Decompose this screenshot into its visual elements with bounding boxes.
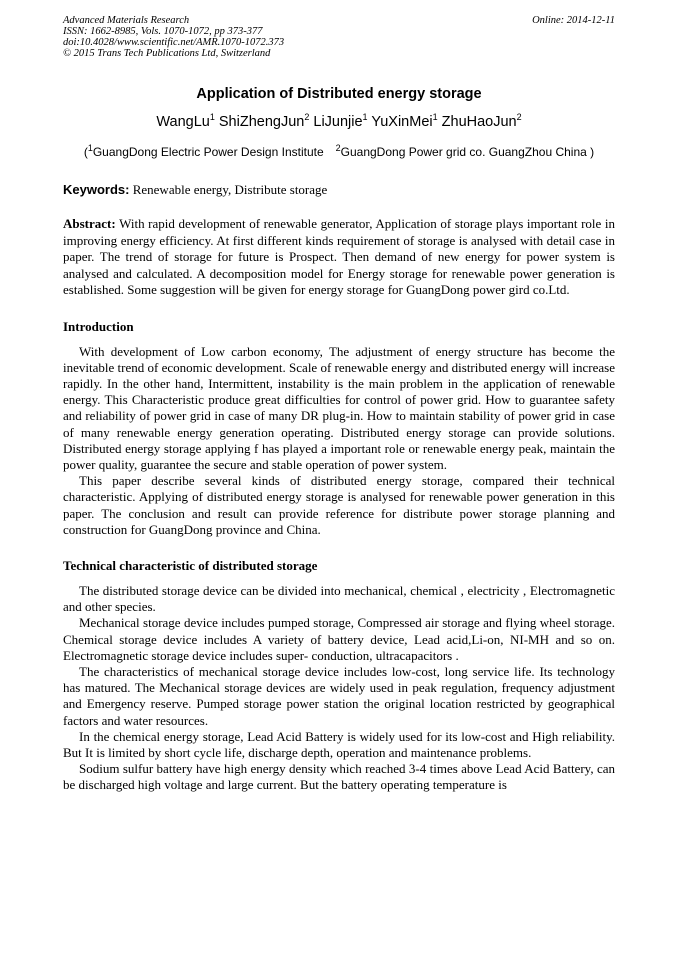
author-affiliation-mark: 1 bbox=[209, 112, 215, 123]
abstract bbox=[63, 216, 615, 299]
publication-header bbox=[63, 15, 615, 61]
keywords bbox=[63, 182, 615, 198]
author-list bbox=[63, 113, 615, 131]
paper-page bbox=[63, 15, 615, 794]
section-heading-introduction: Introduction bbox=[63, 318, 134, 334]
author-affiliation-mark: 1 bbox=[362, 112, 368, 123]
intro-paragraph: With development of Low carbon economy, The adjustment of energy structure has become the inevitable trend of economic development. Scale of renewable energy and distributed energy will increase rapidly. In the other hand, Intermittent, instability is the main problem in the application of renewable energy. This Characteristic produce great difficulties for control of power grid. How to guarantee safety and reliability of power grid in case of many DR plug-in. How to maintain stability of power grid in case of many renewable energy generation operating. Distributed energy storage can provide solutions. Distributed energy storage applying f has played a important role or renewable energy peak, maintain the power quality, guarantee the secure and stable operation of power system. bbox=[63, 343, 615, 472]
tech-paragraph: In the chemical energy storage, Lead Acid Battery is widely used for its low-cost and High reliability. But It is limited by short cycle life, discharge depth, operation and maintenance problems. bbox=[63, 728, 615, 760]
author-name: ZhuHaoJun bbox=[441, 114, 517, 130]
abstract-label: Abstract: bbox=[63, 216, 116, 231]
journal-name: Advanced Materials Research bbox=[63, 15, 190, 26]
keywords-text: Renewable energy, Distribute storage bbox=[132, 182, 328, 197]
author-name: LiJunjie bbox=[313, 114, 363, 130]
tech-paragraph: Sodium sulfur battery have high energy density which reached 3-4 times above Lead Acid Battery, can be discharged high voltage and large current. But the battery operating temperature is bbox=[63, 761, 615, 793]
abstract-text: With rapid development of renewable generator, Application of storage plays important role in improving energy efficiency. At first different kinds requirement of storage is analysed with detail case in paper. The trend of storage for future is Prospect. Then demand of new energy for power system is analysed and calculated. A decomposition model for Energy storage for renewable power generation is established. Some suggestion will be given for energy storage for GuangDong power gird co.Ltd. bbox=[63, 216, 616, 297]
affiliation-2: GuangDong Power grid co. GuangZhou China bbox=[340, 145, 587, 159]
author-affiliation-mark: 2 bbox=[516, 112, 522, 123]
tech-paragraph: Mechanical storage device includes pumped storage, Compressed air storage and flying wheel storage. Chemical storage device includes A variety of battery device, Lead acid,Li-on, NI-MH and so on. Electromagnetic storage device includes super- conduction, ultracapacitors . bbox=[63, 615, 615, 663]
author-affiliation-mark: 2 bbox=[304, 112, 310, 123]
affiliation-close-paren: ) bbox=[590, 145, 595, 159]
affiliations bbox=[63, 145, 615, 160]
affiliation-1: GuangDong Electric Power Design Institute bbox=[92, 145, 324, 159]
author-name: YuXinMei bbox=[371, 114, 433, 130]
doi-line: doi:10.4028/www.scientific.net/AMR.1070-1072.373 bbox=[63, 37, 285, 48]
author-name: WangLu bbox=[156, 114, 210, 130]
tech-paragraph: The distributed storage device can be divided into mechanical, chemical , electricity , Electromagnetic and other species. bbox=[63, 582, 615, 615]
affiliation-open-paren: ( bbox=[83, 145, 88, 159]
author-name: ShiZhengJun bbox=[218, 114, 305, 130]
affiliation-mark: 2 bbox=[335, 143, 341, 153]
issn-line: ISSN: 1662-8985, Vols. 1070-1072, pp 373-377 bbox=[63, 26, 263, 37]
affiliation-mark: 1 bbox=[87, 143, 93, 153]
author-affiliation-mark: 1 bbox=[432, 112, 438, 123]
tech-paragraph: The characteristics of mechanical storage device includes low-cost, long service life. Its technology has matured. The Mechanical storage devices are widely used in peak regulation, frequency adjustment and Emergency reserve. Pumped storage power station the original location restricted by geographical factors and water resources. bbox=[63, 663, 615, 728]
copyright-line: © 2015 Trans Tech Publications Ltd, Switzerland bbox=[63, 48, 271, 59]
keywords-label: Keywords: bbox=[63, 182, 130, 197]
paper-title: Application of Distributed energy storage bbox=[196, 86, 482, 102]
section-heading-technical: Technical characteristic of distributed storage bbox=[63, 557, 318, 573]
intro-paragraph: This paper describe several kinds of distributed energy storage, compared their technical characteristic. Applying of distributed energy storage is analysed for renewable power generation in this paper. The conclusion and result can provide reference for distribute power storage planning and construction for GuangDong province and China. bbox=[63, 473, 615, 537]
online-date: Online: 2014-12-11 bbox=[532, 15, 615, 26]
